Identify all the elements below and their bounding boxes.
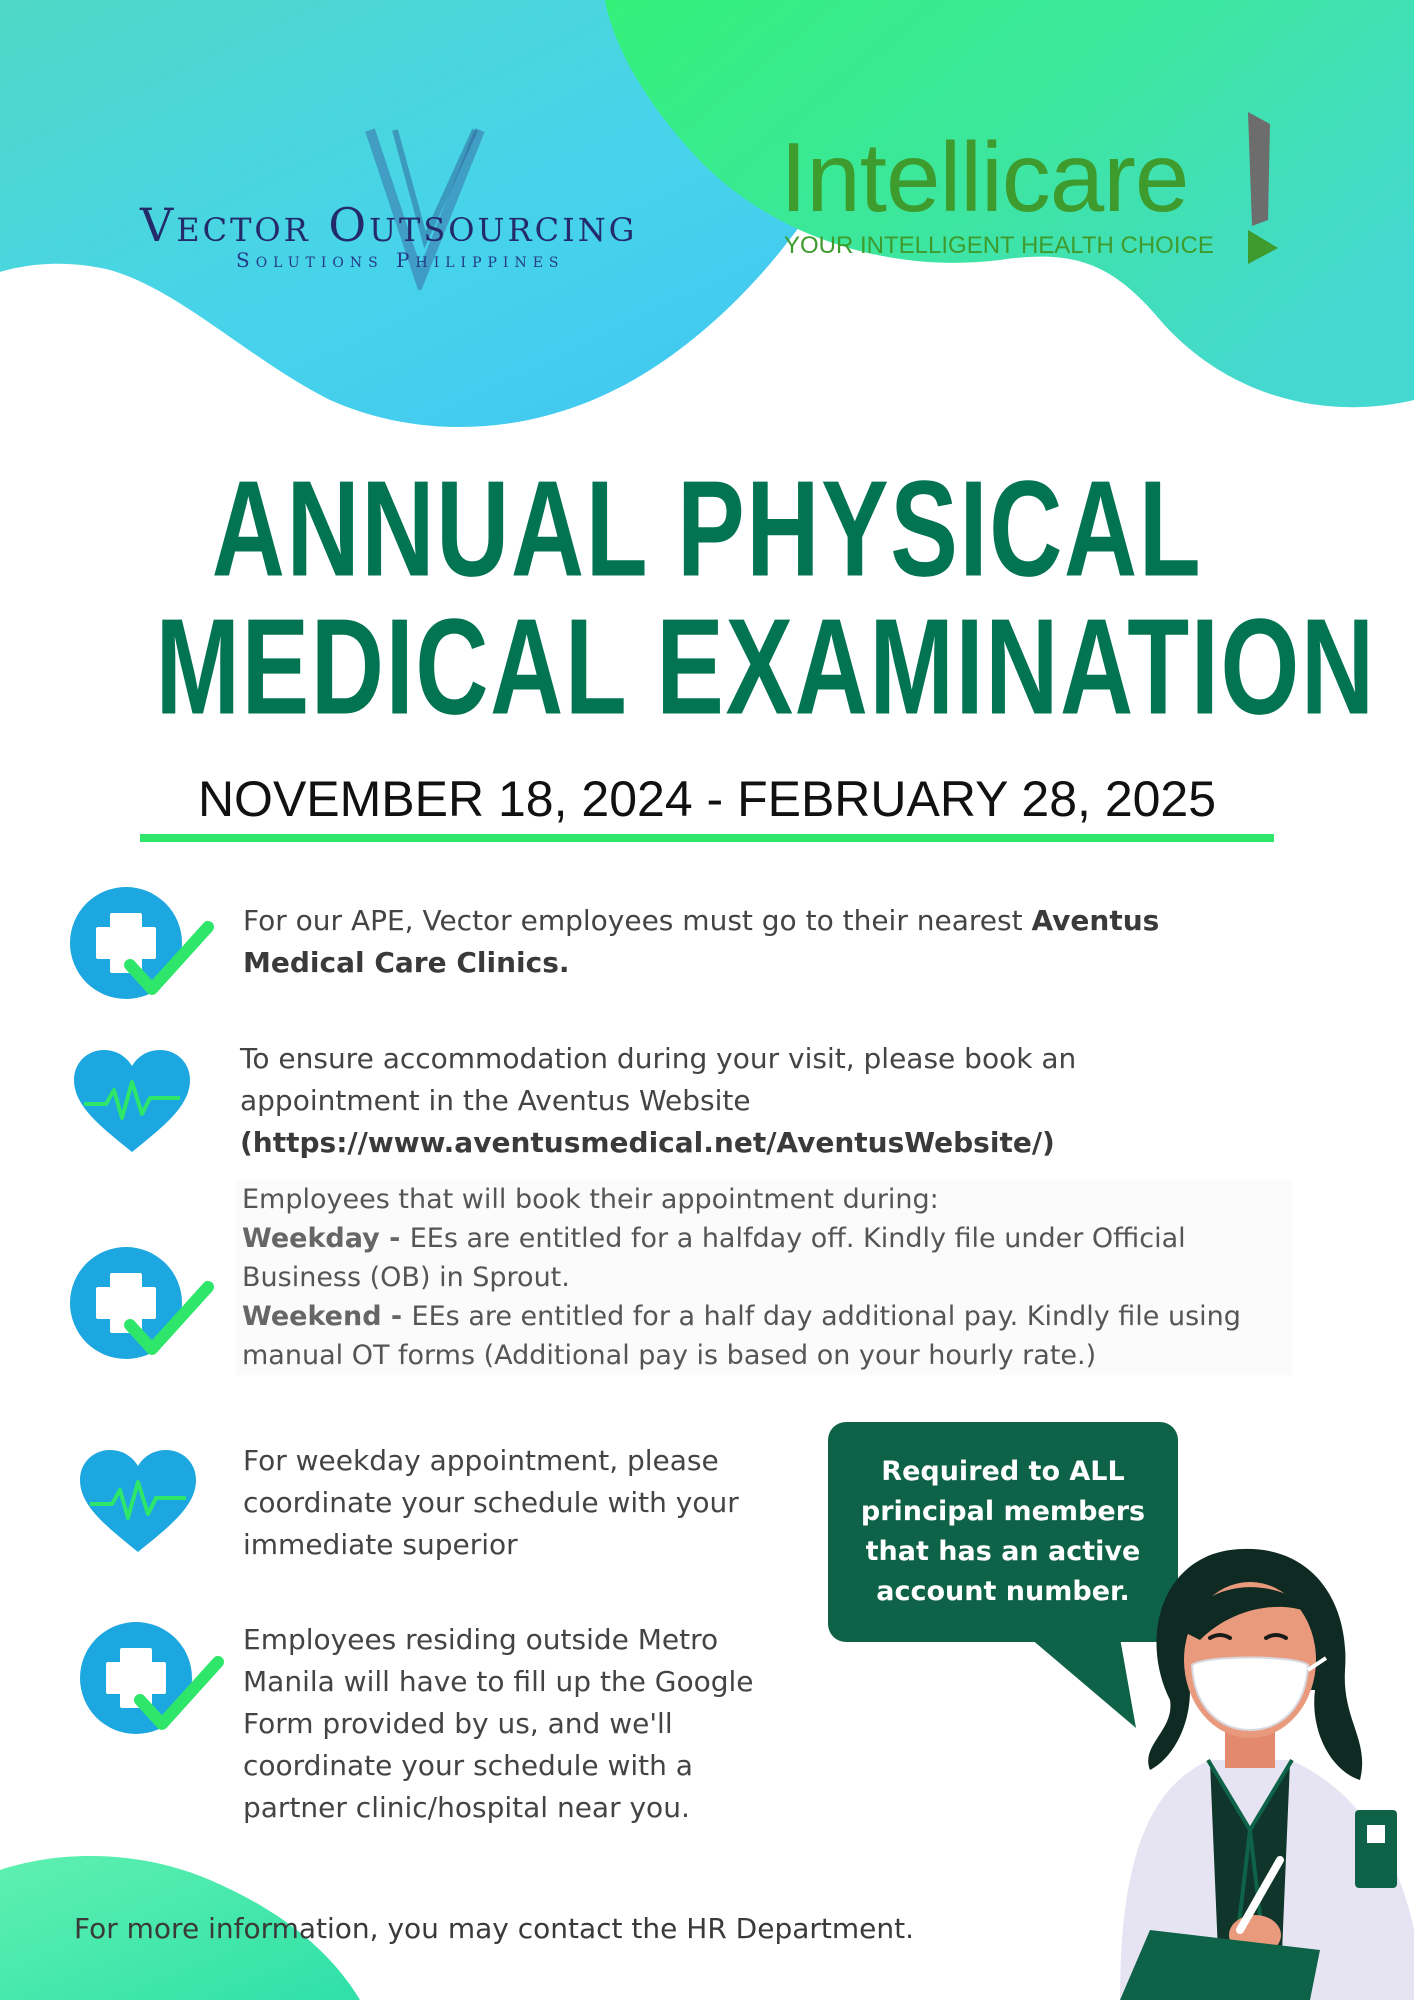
item-5-text: Employees residing outside Metro Manila will have to fill up the Google Form provided by us, and we'll coordinate your schedule with a partner clinic/hospital near you. (243, 1623, 754, 1824)
intellicare-name: Intellicare (780, 122, 1189, 232)
item-3-weekday (242, 1219, 1286, 1297)
required-callout: Required to ALL principal members that has an active account number. (828, 1422, 1178, 1642)
weekend-text: EEs are entitled for a half day additional pay. Kindly file using manual OT forms (Additional pay is based on your hourly rate.) (242, 1301, 1241, 1371)
intellicare-logo (780, 108, 1300, 268)
date-range: NOVEMBER 18, 2024 - FEBRUARY 28, 2025 (197, 771, 1217, 827)
item-3-text (236, 1180, 1292, 1375)
date-underline (140, 834, 1274, 842)
item-1-text (243, 900, 1243, 984)
weekend-label: Weekend - (242, 1301, 412, 1332)
heart-pulse-icon (70, 1048, 194, 1156)
medical-cross-check-icon (68, 1245, 218, 1363)
weekday-label: Weekday - (242, 1223, 410, 1254)
medical-cross-check-icon (68, 885, 218, 1003)
weekday-text: EEs are entitled for a halfday off. Kindly file under Official Business (OB) in Sprout. (242, 1223, 1186, 1293)
doctor-illustration (1080, 1530, 1414, 2000)
item-2-body: To ensure accommodation during your visit, please book an appointment in the Aventus Website (240, 1042, 1077, 1117)
item-4-text: For weekday appointment, please coordinate your schedule with your immediate superior (243, 1444, 739, 1561)
footer-contact: For more information, you may contact the HR Department. (74, 1912, 915, 1945)
intellicare-exclamation-icon (1240, 108, 1300, 268)
item-1-strong: Aventus Medical Care Clinics. (243, 904, 1160, 979)
page-title-line2: MEDICAL EXAMINATION (155, 589, 1376, 743)
item-3-intro: Employees that will book their appointment during: (242, 1184, 939, 1215)
vector-company-name: Vector Outsourcing (140, 198, 638, 252)
heart-pulse-icon (76, 1448, 200, 1556)
item-1-body: For our APE, Vector employees must go to their nearest (243, 904, 1032, 937)
page-title-line1: ANNUAL PHYSICAL (211, 451, 1203, 605)
intellicare-tagline: YOUR INTELLIGENT HEALTH CHOICE (784, 232, 1214, 259)
vector-outsourcing-logo (140, 120, 720, 290)
aventus-website-link[interactable]: (https://www.aventusmedical.net/AventusWebsite/) (240, 1126, 1055, 1159)
vector-company-subtitle: Solutions Philippines (236, 248, 565, 272)
item-3-weekend (242, 1297, 1286, 1375)
medical-cross-check-icon (78, 1620, 228, 1738)
item-2-text (240, 1038, 1220, 1164)
